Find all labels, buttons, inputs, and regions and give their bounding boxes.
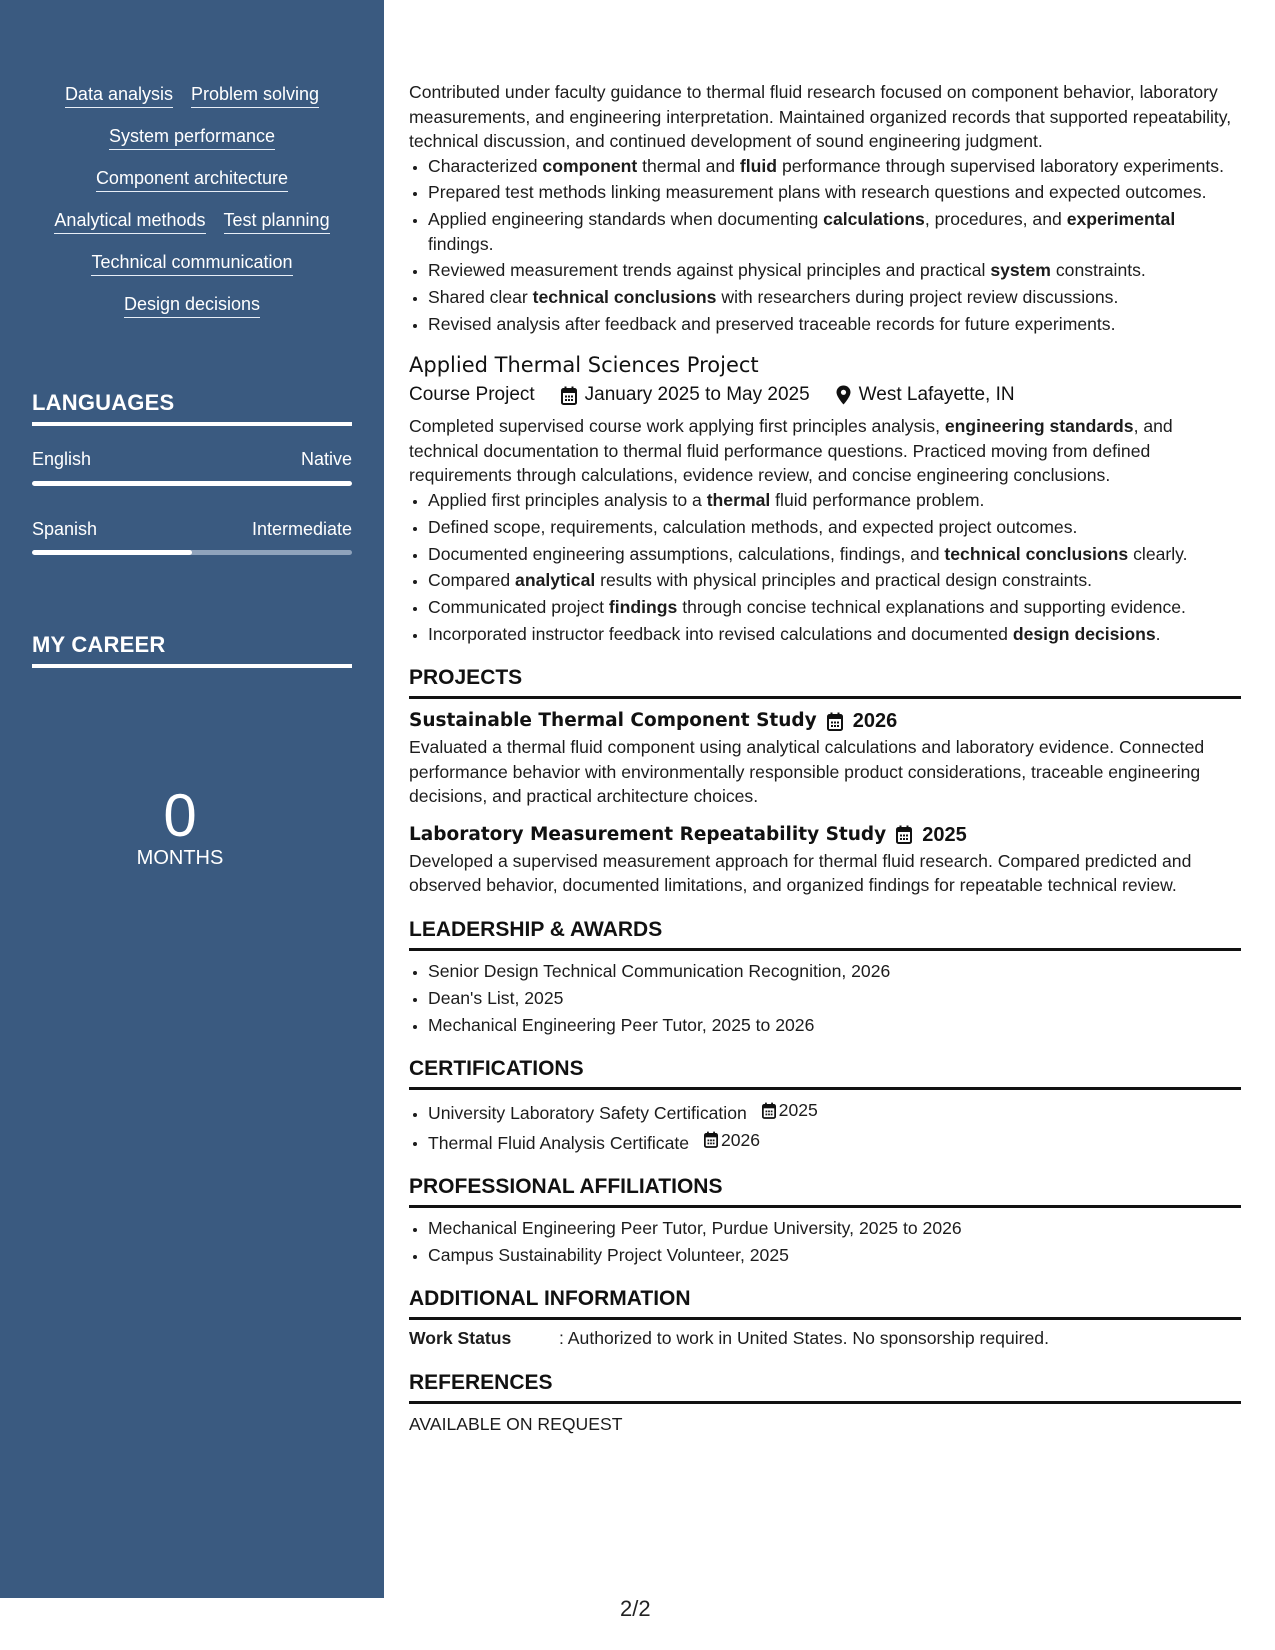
project-title bbox=[409, 707, 1241, 735]
career-heading: MY CAREER bbox=[32, 632, 352, 668]
bullet-item bbox=[428, 180, 1241, 205]
course-project-bullets bbox=[409, 488, 1241, 646]
certification-date bbox=[704, 1128, 760, 1153]
list-item bbox=[428, 1098, 1241, 1125]
text-run: results with physical principles and practical design constraints. bbox=[595, 570, 1093, 591]
emphasis-text: component bbox=[542, 155, 638, 176]
text-run: Documented engineering assumptions, calculations, findings, and bbox=[428, 543, 945, 564]
work-status-row bbox=[409, 1326, 1241, 1351]
emphasis-text: calculations bbox=[823, 209, 925, 230]
work-status-label: Work Status bbox=[409, 1328, 512, 1349]
leadership-heading: LEADERSHIP & AWARDS bbox=[409, 916, 1241, 951]
text-run: Prepared test methods linking measurement plans with research questions and expected outcomes. bbox=[428, 182, 1207, 203]
bullet-item bbox=[428, 285, 1241, 310]
skill-tag[interactable]: Data analysis bbox=[65, 82, 173, 108]
bullet-item bbox=[428, 622, 1241, 647]
affiliations-heading: PROFESSIONAL AFFILIATIONS bbox=[409, 1173, 1241, 1208]
course-project-title: Applied Thermal Sciences Project bbox=[409, 353, 759, 378]
calendar-icon bbox=[561, 386, 577, 405]
text-run: Shared clear bbox=[428, 287, 533, 308]
skill-tag[interactable]: Technical communication bbox=[91, 250, 292, 276]
main-content bbox=[409, 80, 1241, 1436]
course-project-dates: January 2025 to May 2025 bbox=[584, 384, 810, 406]
references-heading: REFERENCES bbox=[409, 1369, 1241, 1404]
text-run: Applied engineering standards when documenting bbox=[428, 209, 824, 230]
language-name: English bbox=[32, 449, 92, 469]
text-run: clearly. bbox=[1128, 543, 1188, 564]
leadership-list bbox=[409, 959, 1241, 1037]
text-run: Compared bbox=[428, 570, 516, 591]
course-project-meta bbox=[409, 380, 1241, 410]
calendar-icon bbox=[827, 712, 843, 731]
language-proficiency-fill bbox=[32, 481, 352, 486]
skill-tag[interactable]: Problem solving bbox=[191, 82, 319, 108]
project-description: Developed a supervised measurement approach for thermal fluid research. Compared predicted and observed behavior, documented limitations, and organized findings for repeatable technical review. bbox=[409, 850, 1192, 896]
text-run: Reviewed measurement trends against physical principles and practical bbox=[428, 260, 991, 281]
language-name: Spanish bbox=[32, 519, 98, 539]
calendar-icon bbox=[896, 825, 912, 844]
text-run: performance through supervised laboratory experiments. bbox=[777, 155, 1224, 176]
bullet-item bbox=[428, 207, 1241, 256]
certification-date bbox=[762, 1098, 818, 1123]
certification-name: Thermal Fluid Analysis Certificate bbox=[428, 1132, 690, 1153]
text-run: Communicated project bbox=[428, 597, 609, 618]
research-bullets bbox=[409, 154, 1241, 337]
language-row bbox=[32, 449, 352, 470]
bullet-item bbox=[428, 488, 1241, 513]
work-status-value: : Authorized to work in United States. No sponsorship required. bbox=[559, 1328, 1049, 1349]
map-pin-icon bbox=[836, 385, 851, 405]
bullet-item bbox=[428, 542, 1241, 567]
career-months-unit: MONTHS bbox=[136, 847, 224, 869]
emphasis-text: technical conclusions bbox=[532, 287, 717, 308]
language-proficiency-bar bbox=[32, 550, 352, 555]
emphasis-text: system bbox=[990, 260, 1051, 281]
list-item: • Mechanical Engineering Peer Tutor, 2025 to 2026 bbox=[428, 1013, 1241, 1038]
project-title bbox=[409, 821, 1241, 849]
emphasis-text: fluid bbox=[739, 155, 778, 176]
language-level: Native bbox=[300, 449, 352, 469]
text-run: with researchers during project review discussions. bbox=[716, 287, 1119, 308]
research-summary: Contributed under faculty guidance to thermal fluid research focused on component behavior, laboratory measurements, and engineering interpretation. Maintained organized records that supported repeatability, technical discussion, and continued development of sound engineering judgment. bbox=[409, 82, 1232, 151]
project-description: Evaluated a thermal fluid component using analytical calculations and laboratory evidence. Connected performance behavior with environmentally responsible product considerations, traceable engineering decisions, and practical architecture choices. bbox=[409, 737, 1205, 807]
emphasis-text: engineering standards bbox=[944, 416, 1134, 437]
list-item bbox=[428, 1128, 1241, 1155]
text-run: Completed supervised course work applying first principles analysis, bbox=[409, 416, 945, 437]
text-run: through concise technical explanations and supporting evidence. bbox=[677, 597, 1186, 618]
skill-tag[interactable]: Analytical methods bbox=[54, 208, 205, 234]
projects-heading: PROJECTS bbox=[409, 664, 1241, 699]
bullet-item bbox=[428, 154, 1241, 179]
skills-list bbox=[32, 82, 352, 318]
bullet-item bbox=[428, 515, 1241, 540]
skill-tag[interactable]: System performance bbox=[109, 124, 275, 150]
list-item: • Mechanical Engineering Peer Tutor, Purdue University, 2025 to 2026 bbox=[428, 1216, 1241, 1241]
bullet-item bbox=[428, 312, 1241, 337]
certification-name: University Laboratory Safety Certification bbox=[428, 1102, 747, 1123]
language-row bbox=[32, 519, 352, 540]
career-months-value: 0 bbox=[163, 782, 197, 849]
project-year: 2025 bbox=[922, 823, 967, 846]
list-item: • Campus Sustainability Project Volunteer, 2025 bbox=[428, 1243, 1241, 1268]
course-project-type: Course Project bbox=[409, 384, 535, 406]
course-project-location: West Lafayette, IN bbox=[858, 384, 1015, 406]
list-item: • Senior Design Technical Communication Recognition, 2026 bbox=[428, 959, 1241, 984]
text-run: Applied first principles analysis to a bbox=[428, 489, 707, 510]
language-proficiency-fill bbox=[32, 550, 192, 555]
calendar-icon bbox=[704, 1131, 718, 1148]
skill-tag[interactable]: Design decisions bbox=[124, 292, 260, 318]
references-text: AVAILABLE ON REQUEST bbox=[409, 1413, 623, 1434]
emphasis-text: findings bbox=[608, 597, 678, 618]
bullet-item bbox=[428, 258, 1241, 283]
text-run: , and technical documentation to thermal fluid performance questions. Practiced moving from defined requirements through calculations, evidence review, and concise engineering conclusions. bbox=[409, 416, 1173, 486]
language-proficiency-bar bbox=[32, 481, 352, 486]
skill-tag[interactable]: Component architecture bbox=[96, 166, 288, 192]
certification-year: 2026 bbox=[720, 1129, 761, 1150]
certification-year: 2025 bbox=[778, 1100, 818, 1121]
page-number: 2/2 bbox=[620, 1596, 651, 1621]
affiliations-list bbox=[409, 1216, 1241, 1267]
emphasis-text: analytical bbox=[515, 570, 596, 591]
bullet-item bbox=[428, 595, 1241, 620]
languages-heading: LANGUAGES bbox=[32, 390, 352, 426]
additional-info-heading: ADDITIONAL INFORMATION bbox=[409, 1285, 1241, 1320]
project-name: Sustainable Thermal Component Study bbox=[409, 710, 817, 732]
emphasis-text: design decisions bbox=[1012, 623, 1156, 644]
text-run: findings. bbox=[428, 233, 494, 254]
certifications-list bbox=[409, 1098, 1241, 1155]
text-run: thermal and bbox=[637, 155, 740, 176]
language-level: Intermediate bbox=[251, 519, 352, 539]
text-run: Defined scope, requirements, calculation methods, and expected project outcomes. bbox=[428, 516, 1078, 537]
emphasis-text: thermal bbox=[706, 489, 771, 510]
sidebar bbox=[0, 0, 384, 1598]
list-item: • Dean's List, 2025 bbox=[428, 986, 1241, 1011]
text-run: Revised analysis after feedback and preserved traceable records for future experiments. bbox=[428, 313, 1116, 334]
project-year: 2026 bbox=[852, 710, 898, 733]
text-run: Characterized bbox=[428, 155, 543, 176]
calendar-icon bbox=[762, 1102, 776, 1119]
text-run: Incorporated instructor feedback into revised calculations and documented bbox=[428, 623, 1013, 644]
skill-tag[interactable]: Test planning bbox=[224, 208, 330, 234]
project-name: Laboratory Measurement Repeatability Study bbox=[409, 823, 887, 845]
emphasis-text: technical conclusions bbox=[944, 543, 1129, 564]
bullet-item bbox=[428, 568, 1241, 593]
emphasis-text: experimental bbox=[1066, 209, 1176, 230]
text-run: . bbox=[1155, 623, 1161, 644]
text-run: fluid performance problem. bbox=[770, 489, 985, 510]
certifications-heading: CERTIFICATIONS bbox=[409, 1055, 1241, 1090]
text-run: constraints. bbox=[1050, 260, 1146, 281]
text-run: , procedures, and bbox=[924, 209, 1067, 230]
course-project-summary bbox=[409, 414, 1241, 488]
